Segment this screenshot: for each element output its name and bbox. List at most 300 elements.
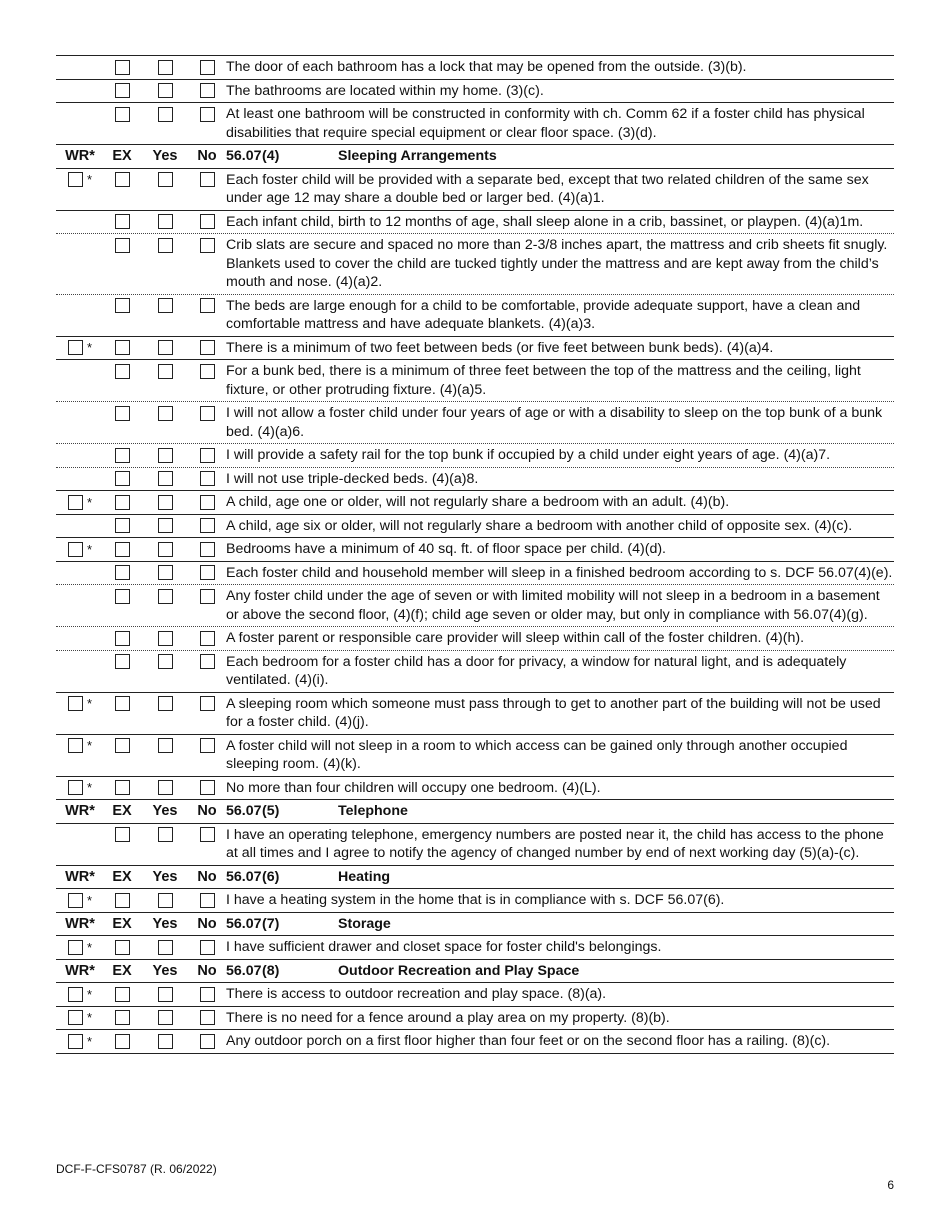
requirement-text: There is no need for a fence around a play area on my property. (8)(b). (226, 1009, 670, 1026)
col-header-no: No (197, 868, 217, 885)
requirement-text: No more than four children will occupy one bedroom. (4)(L). (226, 779, 601, 796)
ex-cell (104, 1007, 140, 1029)
no-cell (190, 169, 224, 191)
subsection-number: (5) (262, 803, 280, 819)
yes-checkbox[interactable] (158, 1010, 173, 1025)
yes-cell (140, 936, 190, 958)
requirement-text: At least one bathroom will be constructed in conformity with ch. Comm 62 if a foster child has physical disabilities that require special equipment or clear floor space. (3)(d). (226, 106, 865, 141)
wr-checkbox[interactable] (68, 738, 83, 753)
checklist-row (56, 692, 894, 734)
checklist-row (56, 561, 894, 585)
yes-cell (140, 889, 190, 911)
checklist-row (56, 888, 894, 912)
asterisk: * (86, 1033, 93, 1049)
no-cell (190, 562, 224, 584)
requirement-text: I will not allow a foster child under four years of age or with a disability to sleep on the top bunk of a bunk bed. (4)(a)6. (226, 405, 883, 440)
yes-cell (140, 234, 190, 256)
ex-cell (104, 337, 140, 359)
checklist-row (56, 982, 894, 1006)
yes-cell (140, 468, 190, 490)
wr-cell (56, 693, 104, 715)
no-cell (190, 211, 224, 233)
section-title: Telephone (338, 803, 408, 819)
no-cell (190, 468, 224, 490)
ex-checkbox[interactable] (115, 107, 130, 122)
ex-checkbox[interactable] (115, 495, 130, 510)
wr-cell (56, 444, 104, 466)
ex-cell (104, 56, 140, 78)
col-header-ex: EX (112, 868, 132, 885)
section-header (56, 912, 894, 936)
requirement-text: A child, age one or older, will not regularly share a bedroom with an adult. (4)(b). (226, 494, 730, 510)
ex-checkbox[interactable] (115, 780, 130, 795)
yes-checkbox[interactable] (158, 495, 173, 510)
checklist-row (56, 1006, 894, 1030)
checklist-row (56, 336, 894, 360)
yes-cell (140, 169, 190, 191)
yes-cell (140, 585, 190, 607)
col-header-no: No (197, 148, 217, 164)
yes-cell (140, 402, 190, 424)
yes-checkbox[interactable] (158, 364, 173, 379)
wr-checkbox[interactable] (68, 893, 83, 908)
ex-checkbox[interactable] (115, 340, 130, 355)
yes-cell (140, 211, 190, 233)
wr-checkbox[interactable] (68, 495, 83, 510)
wr-cell (56, 337, 104, 359)
requirement-text: Each foster child and household member will sleep in a finished bedroom according to s. DCF 56.07(4)(e). (226, 564, 893, 581)
yes-checkbox[interactable] (158, 1034, 173, 1049)
yes-cell (140, 80, 190, 102)
no-cell (190, 80, 224, 102)
checklist-row (56, 102, 894, 144)
ex-checkbox[interactable] (115, 406, 130, 421)
yes-cell (140, 491, 190, 513)
no-cell (190, 1030, 224, 1052)
no-checkbox[interactable] (200, 1010, 215, 1025)
yes-cell (140, 444, 190, 466)
ex-cell (104, 360, 140, 382)
checklist-row (56, 823, 894, 865)
no-cell (190, 56, 224, 78)
ex-cell (104, 777, 140, 799)
col-header-wr: WR* (65, 148, 95, 164)
checklist-table (56, 55, 894, 1054)
no-cell (190, 444, 224, 466)
section-header (56, 144, 894, 168)
section-number: 56.07 (226, 803, 262, 819)
requirement-text: Crib slats are secure and spaced no more than 2-3/8 inches apart, the mattress and crib sheets fit snugly. Blankets used to cover the child are tucked tightly under the mattress and are kept away from the child’s mouth and nose. (4)(a)2. (226, 237, 888, 290)
requirement-text: The beds are large enough for a child to be comfortable, provide adequate support, have a clean and comfortable mattress and have adequate blankets. (4)(a)3. (226, 297, 861, 332)
yes-cell (140, 360, 190, 382)
ex-cell (104, 211, 140, 233)
wr-cell (56, 562, 104, 584)
col-header-no: No (197, 915, 217, 932)
no-cell (190, 585, 224, 607)
requirement-text: I will not use triple-decked beds. (4)(a)8. (226, 470, 479, 487)
requirement-text: Each bedroom for a foster child has a door for privacy, a window for natural light, and is adequately ventilated. (4)(i). (226, 653, 847, 688)
yes-cell (140, 983, 190, 1005)
ex-checkbox[interactable] (115, 893, 130, 908)
ex-checkbox[interactable] (115, 1010, 130, 1025)
no-checkbox[interactable] (200, 589, 215, 604)
section-title-group (224, 960, 894, 983)
wr-cell (56, 491, 104, 513)
col-header-yes: Yes (152, 962, 178, 979)
no-checkbox[interactable] (200, 298, 215, 313)
section-header (56, 865, 894, 889)
checklist-row (56, 935, 894, 959)
section-title-group (224, 913, 894, 936)
section-title: Sleeping Arrangements (338, 148, 497, 164)
asterisk: * (86, 780, 93, 795)
requirement-text: I will provide a safety rail for the top bunk if occupied by a child under eight years of age. (4)(a)7. (226, 447, 831, 463)
section-number: 56.07 (226, 962, 262, 979)
no-checkbox[interactable] (200, 60, 215, 75)
no-cell (190, 735, 224, 757)
yes-checkbox[interactable] (158, 60, 173, 75)
ex-checkbox[interactable] (115, 1034, 130, 1049)
yes-checkbox[interactable] (158, 893, 173, 908)
col-header-wr: WR* (65, 915, 95, 932)
requirement-text: Bedrooms have a minimum of 40 sq. ft. of floor space per child. (4)(d). (226, 541, 666, 557)
yes-cell (140, 777, 190, 799)
yes-checkbox[interactable] (158, 238, 173, 253)
no-cell (190, 651, 224, 673)
ex-checkbox[interactable] (115, 589, 130, 604)
asterisk: * (86, 340, 93, 355)
wr-cell (56, 56, 104, 78)
yes-checkbox[interactable] (158, 696, 173, 711)
no-cell (190, 538, 224, 560)
asterisk: * (86, 939, 93, 955)
ex-checkbox[interactable] (115, 214, 130, 229)
no-checkbox[interactable] (200, 364, 215, 379)
asterisk: * (86, 172, 93, 187)
ex-cell (104, 1030, 140, 1052)
no-checkbox[interactable] (200, 107, 215, 122)
requirement-text: The door of each bathroom has a lock that may be opened from the outside. (3)(b). (226, 59, 747, 75)
yes-cell (140, 651, 190, 673)
no-cell (190, 1007, 224, 1029)
checklist-row (56, 401, 894, 443)
requirement-text: There is access to outdoor recreation and play space. (8)(a). (226, 986, 607, 1002)
no-cell (190, 234, 224, 256)
no-checkbox[interactable] (200, 83, 215, 98)
ex-checkbox[interactable] (115, 60, 130, 75)
no-cell (190, 824, 224, 846)
section-title-group (224, 866, 894, 889)
asterisk: * (86, 892, 93, 908)
wr-cell (56, 80, 104, 102)
ex-cell (104, 824, 140, 846)
ex-checkbox[interactable] (115, 631, 130, 646)
yes-checkbox[interactable] (158, 542, 173, 557)
col-header-wr: WR* (65, 868, 95, 885)
yes-checkbox[interactable] (158, 738, 173, 753)
ex-checkbox[interactable] (115, 238, 130, 253)
ex-cell (104, 889, 140, 911)
no-checkbox[interactable] (200, 631, 215, 646)
yes-cell (140, 337, 190, 359)
yes-checkbox[interactable] (158, 827, 173, 842)
yes-checkbox[interactable] (158, 406, 173, 421)
col-header-wr: WR* (65, 962, 95, 979)
section-title-group (224, 800, 894, 823)
page-number: 6 (887, 1178, 894, 1192)
no-checkbox[interactable] (200, 542, 215, 557)
checklist-row (56, 776, 894, 800)
wr-checkbox[interactable] (68, 172, 83, 187)
yes-checkbox[interactable] (158, 448, 173, 463)
wr-cell (56, 103, 104, 125)
yes-checkbox[interactable] (158, 940, 173, 955)
no-cell (190, 103, 224, 125)
requirement-text: A foster parent or responsible care provider will sleep within call of the foster children. (4)(h). (226, 630, 805, 646)
wr-cell (56, 651, 104, 673)
col-header-yes: Yes (152, 803, 178, 819)
requirement-text: Each foster child will be provided with a separate bed, except that two related children of the same sex under age 12 may share a double bed or larger bed. (4)(a)1. (226, 171, 869, 206)
ex-checkbox[interactable] (115, 364, 130, 379)
no-checkbox[interactable] (200, 738, 215, 753)
checklist-row (56, 55, 894, 79)
no-cell (190, 295, 224, 317)
ex-cell (104, 444, 140, 466)
yes-cell (140, 295, 190, 317)
col-header-yes: Yes (152, 868, 178, 885)
section-title-group (224, 145, 894, 168)
checklist-row (56, 443, 894, 467)
asterisk: * (86, 696, 93, 711)
ex-cell (104, 169, 140, 191)
yes-checkbox[interactable] (158, 298, 173, 313)
wr-cell (56, 169, 104, 191)
ex-checkbox[interactable] (115, 827, 130, 842)
yes-checkbox[interactable] (158, 471, 173, 486)
checklist-row (56, 514, 894, 538)
section-title: Storage (338, 915, 391, 932)
requirement-text: I have an operating telephone, emergency numbers are posted near it, the child has access to the phone at all times and I agree to notify the agency of changed number by end of next working day (5)(a)-(c). (226, 826, 884, 861)
ex-checkbox[interactable] (115, 654, 130, 669)
checklist-row (56, 210, 894, 234)
subsection-number: (6) (262, 868, 280, 885)
requirement-text: Any foster child under the age of seven or with limited mobility will not sleep in a bedroom in a basement or above the second floor, (4)(f); child age seven or older may, but only in compliance with 56.07(4)(g). (226, 588, 880, 623)
ex-checkbox[interactable] (115, 83, 130, 98)
section-number: 56.07 (226, 915, 262, 932)
checklist-row (56, 79, 894, 103)
ex-checkbox[interactable] (115, 518, 130, 533)
wr-checkbox[interactable] (68, 940, 83, 955)
ex-checkbox[interactable] (115, 542, 130, 557)
wr-checkbox[interactable] (68, 1034, 83, 1049)
col-header-ex: EX (112, 148, 132, 164)
wr-cell (56, 295, 104, 317)
col-header-wr: WR* (65, 803, 95, 819)
yes-checkbox[interactable] (158, 172, 173, 187)
section-number: 56.07 (226, 868, 262, 885)
asterisk: * (86, 541, 93, 557)
form-id: DCF-F-CFS0787 (R. 06/2022) (56, 1162, 217, 1176)
yes-cell (140, 515, 190, 537)
yes-checkbox[interactable] (158, 518, 173, 533)
no-cell (190, 936, 224, 958)
col-header-ex: EX (112, 915, 132, 932)
ex-cell (104, 936, 140, 958)
yes-checkbox[interactable] (158, 340, 173, 355)
no-checkbox[interactable] (200, 780, 215, 795)
wr-checkbox[interactable] (68, 696, 83, 711)
yes-checkbox[interactable] (158, 83, 173, 98)
no-checkbox[interactable] (200, 654, 215, 669)
no-checkbox[interactable] (200, 172, 215, 187)
requirement-text: Each infant child, birth to 12 months of age, shall sleep alone in a crib, bassinet, or playpen. (4)(a)1m. (226, 213, 864, 230)
ex-cell (104, 468, 140, 490)
checklist-row (56, 294, 894, 336)
ex-checkbox[interactable] (115, 298, 130, 313)
no-cell (190, 777, 224, 799)
yes-cell (140, 824, 190, 846)
yes-checkbox[interactable] (158, 214, 173, 229)
no-cell (190, 491, 224, 513)
ex-checkbox[interactable] (115, 940, 130, 955)
ex-checkbox[interactable] (115, 172, 130, 187)
wr-cell (56, 936, 104, 958)
wr-cell (56, 360, 104, 382)
no-checkbox[interactable] (200, 406, 215, 421)
wr-checkbox[interactable] (68, 1010, 83, 1025)
wr-cell (56, 824, 104, 846)
wr-cell (56, 1007, 104, 1029)
asterisk: * (86, 986, 93, 1002)
wr-checkbox[interactable] (68, 987, 83, 1002)
ex-cell (104, 627, 140, 649)
requirement-text: Any outdoor porch on a first floor higher than four feet or on the second floor has a railing. (8)(c). (226, 1033, 831, 1049)
checklist-row (56, 734, 894, 776)
wr-cell (56, 889, 104, 911)
no-checkbox[interactable] (200, 495, 215, 510)
ex-cell (104, 983, 140, 1005)
no-cell (190, 402, 224, 424)
yes-checkbox[interactable] (158, 654, 173, 669)
asterisk: * (86, 494, 93, 510)
requirement-text: A sleeping room which someone must pass through to get to another part of the building will not be used for a foster child. (4)(j). (226, 695, 881, 730)
ex-cell (104, 234, 140, 256)
ex-cell (104, 103, 140, 125)
no-checkbox[interactable] (200, 448, 215, 463)
no-cell (190, 627, 224, 649)
checklist-row (56, 1029, 894, 1054)
ex-checkbox[interactable] (115, 696, 130, 711)
checklist-row (56, 650, 894, 692)
no-checkbox[interactable] (200, 471, 215, 486)
requirement-text: I have a heating system in the home that is in compliance with s. DCF 56.07(6). (226, 892, 725, 908)
checklist-row (56, 537, 894, 561)
yes-cell (140, 103, 190, 125)
ex-cell (104, 651, 140, 673)
no-checkbox[interactable] (200, 565, 215, 580)
wr-checkbox[interactable] (68, 340, 83, 355)
no-checkbox[interactable] (200, 827, 215, 842)
col-header-yes: Yes (152, 915, 178, 932)
wr-cell (56, 777, 104, 799)
ex-cell (104, 693, 140, 715)
wr-cell (56, 1030, 104, 1052)
yes-cell (140, 56, 190, 78)
no-cell (190, 515, 224, 537)
ex-checkbox[interactable] (115, 565, 130, 580)
section-title: Heating (338, 868, 391, 885)
yes-checkbox[interactable] (158, 631, 173, 646)
checklist-row (56, 584, 894, 626)
no-cell (190, 337, 224, 359)
ex-cell (104, 402, 140, 424)
ex-cell (104, 538, 140, 560)
col-header-yes: Yes (152, 148, 178, 164)
no-checkbox[interactable] (200, 696, 215, 711)
ex-checkbox[interactable] (115, 448, 130, 463)
ex-checkbox[interactable] (115, 987, 130, 1002)
no-checkbox[interactable] (200, 238, 215, 253)
wr-cell (56, 468, 104, 490)
ex-cell (104, 491, 140, 513)
ex-cell (104, 515, 140, 537)
col-header-no: No (197, 962, 217, 979)
yes-cell (140, 1007, 190, 1029)
yes-checkbox[interactable] (158, 987, 173, 1002)
yes-checkbox[interactable] (158, 589, 173, 604)
wr-cell (56, 735, 104, 757)
wr-cell (56, 983, 104, 1005)
no-checkbox[interactable] (200, 214, 215, 229)
yes-checkbox[interactable] (158, 565, 173, 580)
ex-checkbox[interactable] (115, 471, 130, 486)
ex-checkbox[interactable] (115, 738, 130, 753)
yes-checkbox[interactable] (158, 107, 173, 122)
ex-cell (104, 562, 140, 584)
wr-checkbox[interactable] (68, 542, 83, 557)
yes-cell (140, 562, 190, 584)
yes-cell (140, 735, 190, 757)
checklist-row (56, 168, 894, 210)
no-checkbox[interactable] (200, 940, 215, 955)
section-header (56, 959, 894, 983)
asterisk: * (86, 1010, 93, 1025)
ex-cell (104, 80, 140, 102)
yes-checkbox[interactable] (158, 780, 173, 795)
yes-cell (140, 538, 190, 560)
col-header-no: No (197, 803, 217, 819)
no-checkbox[interactable] (200, 987, 215, 1002)
section-title: Outdoor Recreation and Play Space (338, 962, 580, 979)
requirement-text: I have sufficient drawer and closet space for foster child's belongings. (226, 939, 662, 955)
wr-cell (56, 402, 104, 424)
checklist-row (56, 490, 894, 514)
wr-cell (56, 211, 104, 233)
ex-cell (104, 295, 140, 317)
wr-cell (56, 627, 104, 649)
subsection-number: (8) (262, 962, 280, 979)
no-checkbox[interactable] (200, 518, 215, 533)
checklist-row (56, 233, 894, 294)
no-checkbox[interactable] (200, 1034, 215, 1049)
checklist-row (56, 359, 894, 401)
no-cell (190, 360, 224, 382)
no-checkbox[interactable] (200, 340, 215, 355)
wr-checkbox[interactable] (68, 780, 83, 795)
wr-cell (56, 585, 104, 607)
requirement-text: There is a minimum of two feet between beds (or five feet between bunk beds). (4)(a)4. (226, 339, 774, 356)
no-checkbox[interactable] (200, 893, 215, 908)
